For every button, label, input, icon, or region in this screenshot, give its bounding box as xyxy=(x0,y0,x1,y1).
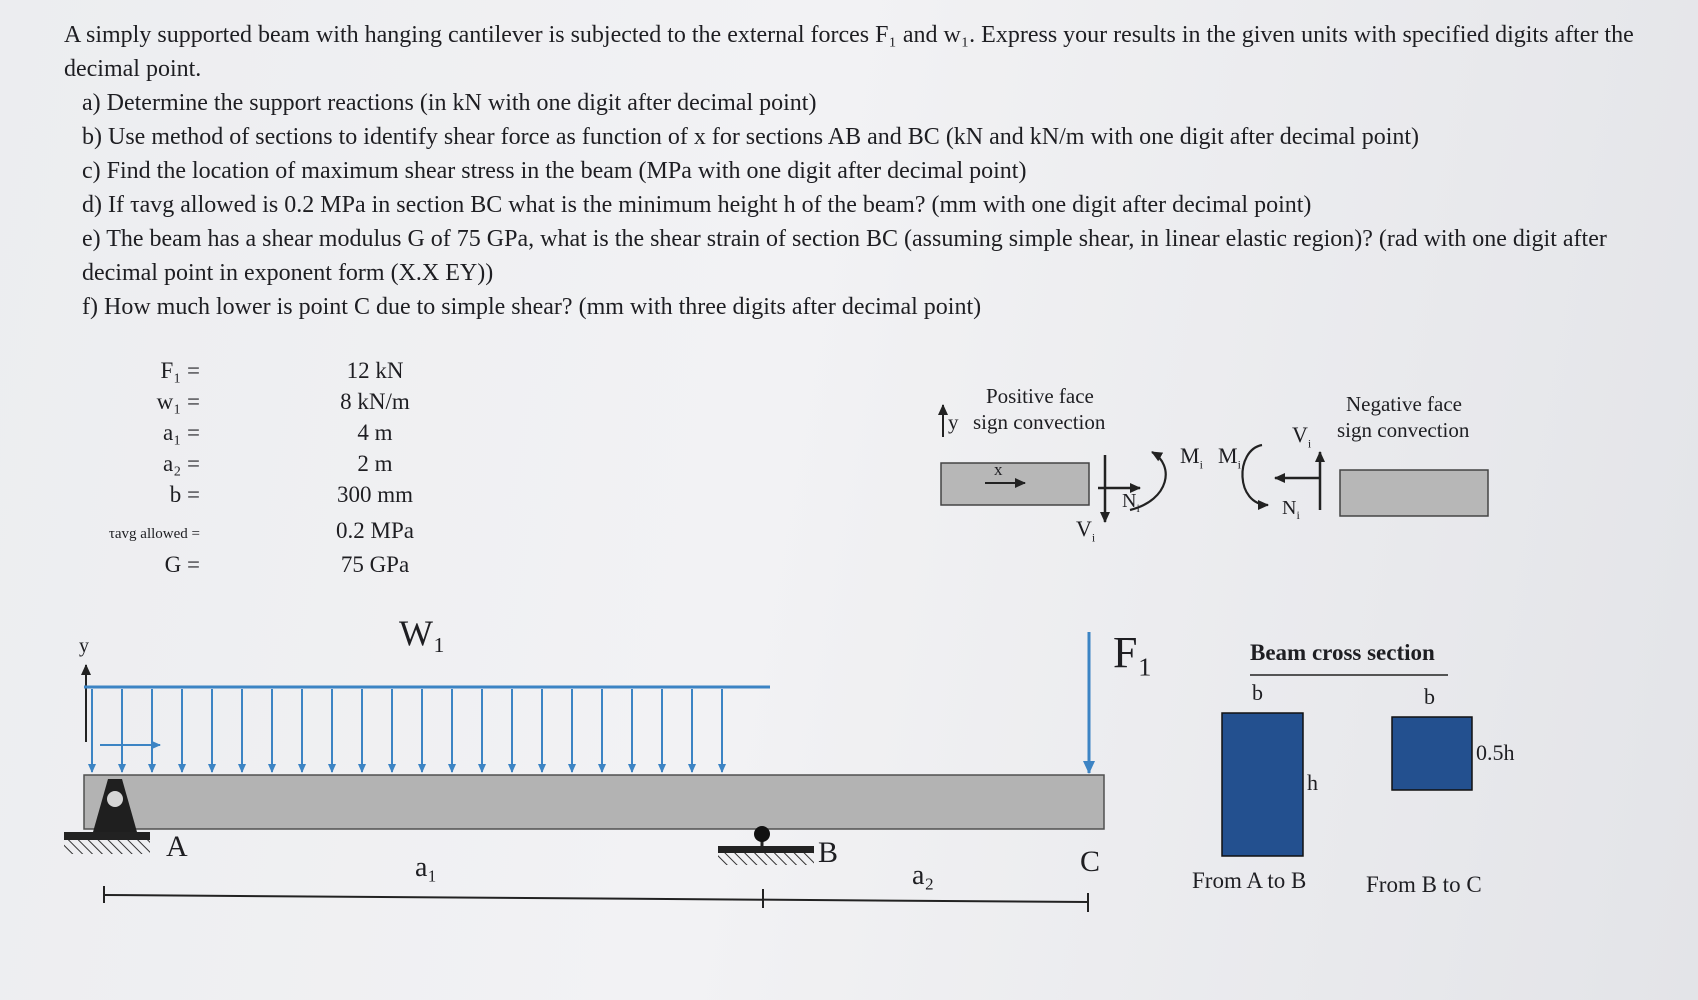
beam-y-label: y xyxy=(79,635,89,657)
beam-body xyxy=(84,775,1104,829)
question-b: b) Use method of sections to identify shear force as function of x for sections AB and BC (kN and kN/m with one digit after decimal point) xyxy=(82,124,1420,150)
given-value: 0.2 MPa xyxy=(336,518,414,543)
ground-b xyxy=(718,846,814,853)
cross-section-bc xyxy=(1392,717,1472,790)
beam-diagram xyxy=(64,632,1104,912)
negative-face-title: Negative face xyxy=(1346,392,1463,416)
ground-a xyxy=(64,832,150,840)
cross-section-b-right: b xyxy=(1424,684,1435,709)
given-value: 4 m xyxy=(357,420,393,445)
given-label: τavg allowed = xyxy=(108,526,200,542)
positive-x-label: x xyxy=(994,460,1003,479)
cross-section-title: Beam cross section xyxy=(1250,640,1435,665)
cross-section-caption-bc: From B to C xyxy=(1366,872,1482,897)
negative-face-subtitle: sign convection xyxy=(1337,418,1470,442)
positive-y-label: y xyxy=(948,410,959,434)
negative-v-label: $V_i$ xyxy=(1292,422,1312,451)
negative-face-beam xyxy=(1340,470,1488,516)
point-b-label: B xyxy=(818,836,839,869)
roller-support-b xyxy=(754,826,770,842)
given-label: w₁ = xyxy=(156,389,200,414)
point-a-label: A xyxy=(166,830,188,863)
question-c: c) Find the location of maximum shear stress in the beam (MPa with one digit after decimal point) xyxy=(82,158,1027,184)
cross-section-caption-ab: From A to B xyxy=(1192,868,1307,893)
given-label: G = xyxy=(164,552,200,577)
positive-n-label: $N_i$ xyxy=(1122,490,1140,515)
given-label: b = xyxy=(169,482,200,507)
negative-face-diagram xyxy=(1242,445,1488,516)
cross-section-half-h-label: 0.5h xyxy=(1476,740,1515,765)
given-value: 75 GPa xyxy=(340,552,410,577)
question-f: f) How much lower is point C due to simple shear? (mm with three digits after decimal point) xyxy=(82,294,982,320)
question-d: d) If τavg allowed is 0.2 MPa in section BC what is the minimum height h of the beam? (mm with one digit after decimal point) xyxy=(82,192,1312,218)
pin-a-hole xyxy=(107,791,123,807)
given-value: 2 m xyxy=(357,451,393,476)
dimension-a2-label: a₂ xyxy=(912,860,935,891)
positive-m-label: $M_i$ xyxy=(1180,443,1203,472)
problem-intro: A simply supported beam with hanging cantilever is subjected to the external forces F₁ and w₁. Express your results in the given units with specified digits after the decimal point. xyxy=(64,22,1634,82)
distributed-load-label: W₁ xyxy=(399,613,446,653)
given-value: 12 kN xyxy=(346,358,404,383)
cross-section-b-left: b xyxy=(1252,680,1263,705)
dimension-line xyxy=(104,895,1088,902)
given-value: 8 kN/m xyxy=(340,389,410,414)
negative-n-label: $N_i$ xyxy=(1282,497,1300,522)
question-a: a) Determine the support reactions (in kN with one digit after decimal point) xyxy=(82,90,817,116)
negative-m-label: $M_i$ xyxy=(1218,443,1241,472)
cross-section-ab xyxy=(1222,713,1303,856)
question-e: e) The beam has a shear modulus G of 75 GPa, what is the shear strain of section BC (assuming simple shear, in linear elastic region)? (rad with one digit after decimal point in exponent form (X.X EY)) xyxy=(82,226,1607,286)
cross-section-h-label: h xyxy=(1307,770,1318,795)
positive-face-title: Positive face xyxy=(986,384,1094,408)
positive-v-label: $V_i$ xyxy=(1076,516,1096,545)
moment-arrow-negative xyxy=(1242,445,1268,505)
ground-b-hatch xyxy=(718,853,814,865)
given-label: a₁ = xyxy=(163,420,200,445)
ground-a-hatch xyxy=(64,840,150,854)
given-label: a₂ = xyxy=(163,451,200,476)
distributed-load-arrows xyxy=(92,689,722,772)
given-label: F₁ = xyxy=(160,358,200,383)
positive-face-subtitle: sign convection xyxy=(973,410,1106,434)
point-c-label: C xyxy=(1080,845,1101,878)
dimension-a1-label: a₁ xyxy=(415,852,438,883)
given-value: 300 mm xyxy=(336,482,414,507)
point-load-label: F₁ xyxy=(1113,628,1153,677)
